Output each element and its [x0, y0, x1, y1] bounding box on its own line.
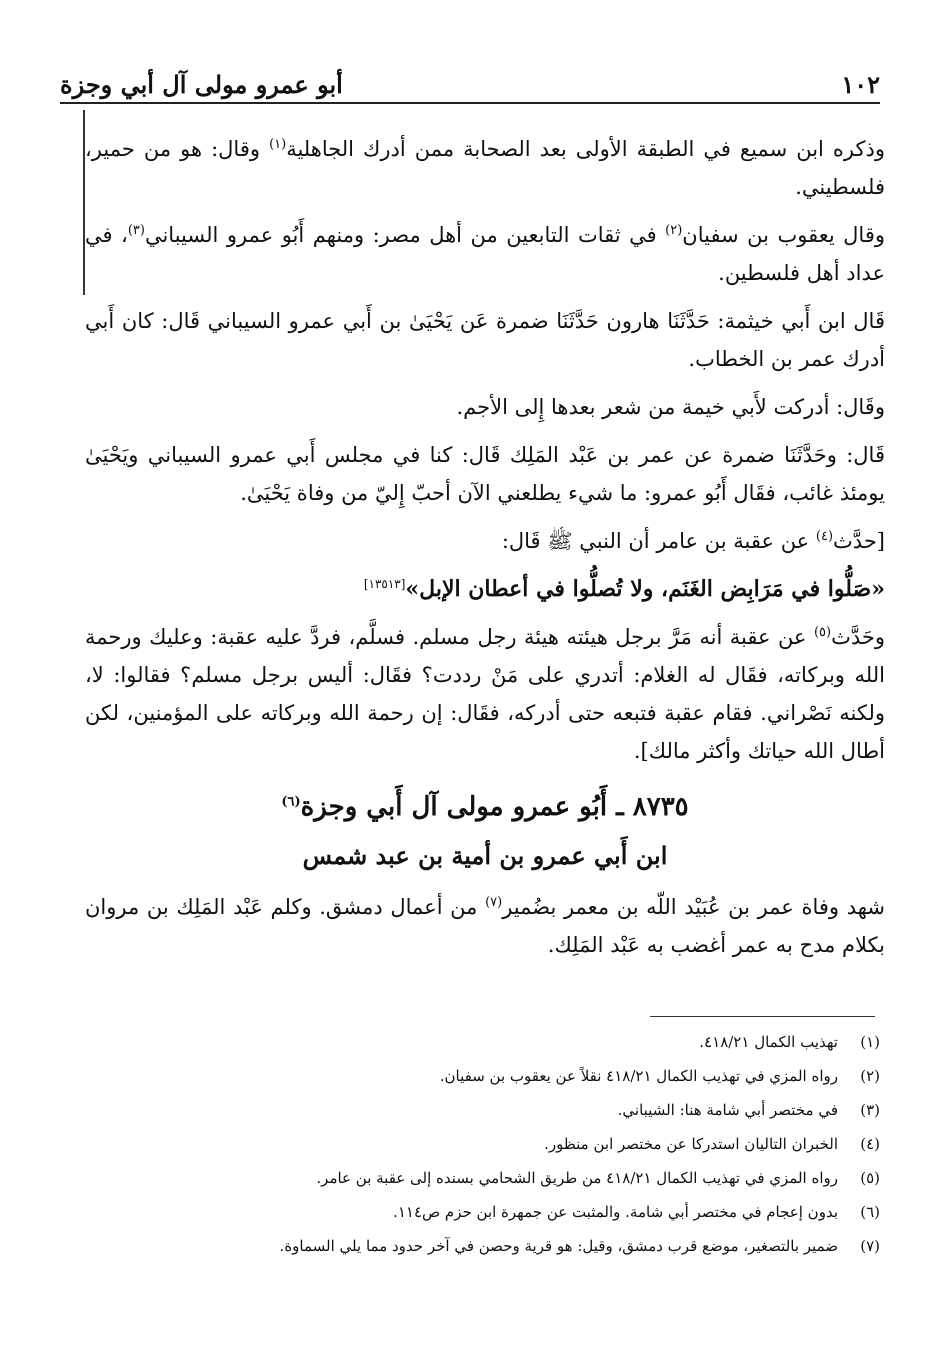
footnotes	[110, 1025, 880, 1263]
text-run: من أعمال دمشق. وكلم عَبْد المَلِك بن مروان بكلام مدح به عمر أغضب به عَبْد المَلِك.	[85, 895, 885, 957]
footnote-number: (١)	[860, 1033, 880, 1051]
footnote-item	[110, 1229, 880, 1263]
footnote-item	[110, 1127, 880, 1161]
footnote-item	[110, 1059, 880, 1093]
footnote-text: تهذيب الكمال ٤١٨/٢١.	[699, 1033, 838, 1051]
footnote-ref: (٥)	[813, 625, 832, 640]
footnote-number: (٥)	[860, 1169, 880, 1187]
paragraph-3: قَال ابن أَبي خيثمة: حَدَّثَنَا هارون حَدَّثَنَا ضمرة عَن يَحْيَىٰ بن أَبي عمرو السيباني قَال: كان أَبي أدرك عمر بن الخطاب.	[85, 309, 885, 371]
footnote-text: رواه المزي في تهذيب الكمال ٤١٨/٢١ من طريق الشحامي بسنده إلى عقبة بن عامر.	[316, 1169, 838, 1187]
text-run: عن عقبة بن عامر أن النبي ﷺ قَال:	[501, 529, 816, 553]
text-run: وقال: هو من حمير، فلسطيني.	[85, 137, 885, 199]
footnote-text: رواه المزي في تهذيب الكمال ٤١٨/٢١ نقلاً عن يعقوب بن سفيان.	[439, 1067, 838, 1085]
page-number: ١٠٢	[841, 70, 880, 99]
text-run: وقال يعقوب بن سفيان	[682, 223, 886, 247]
hadith-line	[85, 570, 885, 608]
text-run: في ثقات التابعين من أهل مصر: ومنهم أَبُو عمرو السيباني	[144, 223, 666, 247]
entry-subtitle: ابن أَبي عمرو بن أمية بن عبد شمس	[302, 841, 668, 870]
text-run: وذكره ابن سميع في الطبقة الأولى بعد الصحابة ممن أدرك الجاهلية	[286, 137, 885, 161]
entry-number-title: ٨٧٣٥ ـ أَبُو عمرو مولى آل أَبي وجزة	[300, 792, 689, 822]
footnote-number: (٦)	[860, 1203, 880, 1221]
page-header	[60, 70, 880, 104]
entry-text	[85, 888, 885, 964]
text-run: وحَدَّث	[831, 625, 885, 649]
paragraph-6	[85, 522, 885, 560]
paragraph-4: وقَال: أدركت لأَبي خيمة من شعر بعدها إِلى الأجم.	[456, 395, 885, 419]
text-run: ، في عداد أهل فلسطين.	[85, 223, 885, 285]
text-run: [حدَّث	[833, 529, 885, 553]
footnote-number: (٤)	[860, 1135, 880, 1153]
footnote-text: ضمير بالتصغير، موضع قرب دمشق، وقيل: هو قرية وحصن في آخر حدود مما يلي السماوة.	[279, 1237, 838, 1255]
text-run: شهد وفاة عمر بن عُبَيْد اللّه بن معمر بضُمير	[502, 895, 885, 919]
paragraph-2	[85, 216, 885, 292]
footnote-number: (٧)	[860, 1237, 880, 1255]
paragraph-1	[85, 130, 885, 206]
footnote-text: الخبران التاليان استدركا عن مختصر ابن منظور.	[544, 1135, 838, 1153]
footnote-text: في مختصر أبي شامة هنا: الشيباني.	[617, 1101, 838, 1119]
text-run: عن عقبة أنه مَرَّ برجل هيئته هيئة رجل مسلم. فسلَّم، فردَّ عليه عقبة: وعليك ورحمة الله وبركاته، فقَال له الغلام: أتدري على مَنْ رددت؟ فقَال: أليس برجل مسلم؟ فقالوا: لا، ولكنه نَصْراني. فقام عقبة فتبعه حتى أدركه، فقَال: إن رحمة الله وبركاته على المؤمنين، لكن أطال الله حياتك وأكثر مالك].	[85, 625, 885, 763]
main-text	[85, 130, 885, 974]
footnote-separator	[650, 1016, 875, 1017]
hadith-text: «صَلُّوا في مَرَابِض الغَنَم، ولا تُصلُّوا في أعطان الإبل»	[405, 576, 885, 602]
footnote-ref: (٣)	[127, 223, 145, 238]
footnote-ref: (٤)	[815, 529, 834, 544]
footnote-ref: (١)	[269, 137, 287, 152]
footnote-item	[110, 1093, 880, 1127]
hadith-number: [١٣٥١٣]	[363, 577, 406, 591]
entry-title	[85, 786, 885, 828]
footnote-ref: (٢)	[665, 223, 683, 238]
footnote-item	[110, 1025, 880, 1059]
footnote-ref: (٦)	[281, 794, 301, 810]
footnote-item	[110, 1161, 880, 1195]
footnote-ref: (٧)	[485, 895, 503, 910]
footnote-item	[110, 1195, 880, 1229]
footnote-number: (٣)	[860, 1101, 880, 1119]
footnote-number: (٢)	[860, 1067, 880, 1085]
paragraph-7	[85, 618, 885, 770]
footnote-text: بدون إعجام في مختصر أبي شامة. والمثبت عن جمهرة ابن حزم ص١١٤.	[393, 1203, 838, 1221]
paragraph-5: قَال: وحَدَّثَنَا ضمرة عن عمر بن عَبْد المَلِك قَال: كنا في مجلس أَبي عمرو السيباني ويَحْيَىٰ يومئذ غائب، فقَال أَبُو عمرو: ما شيء يطلعني الآن أحبّ إِليّ من وفاة يَحْيَىٰ.	[85, 443, 885, 505]
running-title: أبو عمرو مولى آل أبي وجزة	[60, 70, 343, 99]
